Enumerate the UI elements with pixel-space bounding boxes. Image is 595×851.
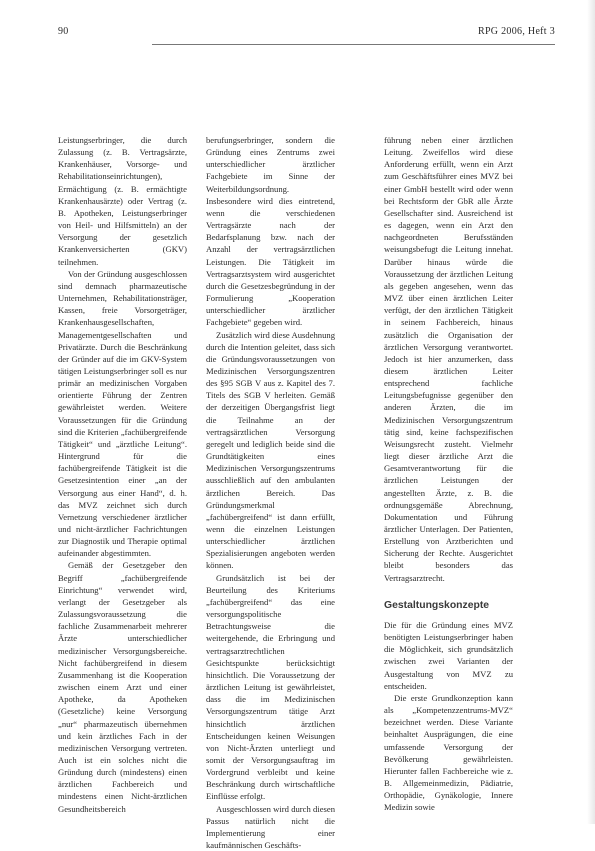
paragraph: Grundsätzlich ist bei der Beurteilung des Kriteriums „fachübergreifend“ das eine versorgungspolitische Betrachtungsweise die weitergehende, die Erbringung und vertragsarztrechtlichen Gesichtspunkte berücksichtigt hinsichtlich. Die Voraussetzung der ärztlichen Leitung ist gewährleistet, dass die im Medizinischen Versorgungszentrum tätige Arzt hinsichtlich ärztlichen Entscheidungen keinen Weisungen von Nicht-Ärzten unterliegt und somit der Versorgungsauftrag im Vordergrund verbleibt und keine Beschränkung durch wirtschaftliche Einflüsse erfolgt. xyxy=(206,572,335,802)
section-heading: Gestaltungskonzepte xyxy=(384,599,490,611)
paragraph: Die für die Gründung eines MVZ benötigten Leistungserbringer haben die Möglichkeit, sich grundsätzlich zwischen zwei Varianten der Ausgestaltung von MVZ zu entscheiden. xyxy=(384,619,513,691)
paragraph: Ausgeschlossen wird durch diesen Passus natürlich nicht die Implementierung einer kaufmännischen Geschäfts- xyxy=(206,803,335,851)
paragraph: Zusätzlich wird diese Ausdehnung durch die Intention geleitet, dass sich die Gründungsvoraussetzungen von Medizinischen Versorgungszentren des §95 SGB V aus z. Kapitel des 7. Titels des SGB V herleiten. Gemäß der derzeitigen Übergangsfrist liegt die Teilnahme an der vertragsärztlichen Versorgung geregelt und lediglich beide sind die Grundtätigkeiten eines Medizinischen Versorgungszentrums ausschließlich auf den ambulanten ärztlichen Bereich. Das Gründungsmerkmal „fachübergreifend“ ist dann erfüllt, wenn die einzelnen Leistungen unterschiedlicher ärztlichen Spezialisierungen angeboten werden können. xyxy=(206,329,335,571)
page-number: 90 xyxy=(58,26,69,37)
paragraph: berufungserbringer, sondern die Gründung eines Zentrums zwei unterschiedlicher ärztlicher Fachgebiete im Sinne der Weiterbildungsordnung. Insbesondere wird dies eintretend, wenn die verschiedenen Vertragsärzte nach der Bedarfsplanung bzw. nach der Anzahl der vertragsärztlichen Leistungen. Die Tätigkeit im Vertragsarztsystem wird ausgerichtet durch die Gesetzesbegründung in der Formulierung „Kooperation unterschiedlicher ärztlicher Fachgebiete“ gegeben wird. xyxy=(206,135,335,328)
paragraph: Von der Gründung ausgeschlossen sind demnach pharmazeutische Unternehmen, Rehabilitationsträger, Kassen, freie Vorsorgeträger, Krankenhausgesellschaften, Managementgesellschaften und Privatärzte. Durch die Beschränkung der Gründer auf die im GKV-System tätigen Leistungserbringer soll es nur primär an medizinischen Vorgaben orientierte Führung der Zentren gewährleistet werden. Weitere Voraussetzungen für die Gründung sind die Kriterien „fachübergreifende Tätigkeit“ und „ärztliche Leitung“. Hintergrund für die fachübergreifende Tätigkeit ist die Gesetzesintention einer „an der Versorgung aus einer Hand“, d. h. das MVZ zeichnet sich durch Vernetzung verschiedener ärztlicher und nicht-ärztlicher Fachrichtungen zur Diagnostik und Therapie optimal aufeinander abgestimmten. xyxy=(58,268,187,559)
journal-header: RPG 2006, Heft 3 xyxy=(477,26,555,37)
paragraph: Gemäß der Gesetzgeber den Begriff „fachübergreifende Einrichtung“ verwendet wird, verlangt der Gesetzgeber als Zulassungsvoraussetzung die fachliche Zusammenarbeit mehrerer Ärzte unterschiedlicher medizinischer Versorgungsbereiche. Nicht fachübergreifend in diesem Zusammenhang ist die Kooperation zwischen einem Arzt und einer Apotheke, da Apotheken (Gesetzliche) keine Versorgung „nur“ pharmazeutisch übernehmen und kein ärztliches Fach in der medizinischen Versorgung vertreten. Auch ist ein solches nicht die Gründung durch (mindestens) einen ärztlichen Fachbereich und mindestens einen Nicht-ärztlichen Gesundheitsbereich xyxy=(58,560,187,814)
paragraph: Die erste Grundkonzeption kann als „Kompetenzzentrums-MVZ“ bezeichnet werden. Diese Variante beinhaltet Ausprägungen, die eine umfassende Versorgung der Bevölkerung gewährleisten. Hierunter fallen Fachbereiche wie z. B. Allgemeinmedizin, Pädiatrie, Orthopädie, Gynäkologie, Innere Medizin sowie xyxy=(384,692,513,813)
text-column-1 xyxy=(58,134,187,815)
paragraph: Leistungserbringer, die durch Zulassung (z. B. Vertragsärzte, Krankenhäuser, Vorsorge- und Rehabilitationseinrichtungen), Ermächtigung (z. B. ermächtigte Krankenhausärzte) oder Vertrag (z. B. Apotheken, Leistungserbringer von Heil- und Hilfsmitteln) an der Versorgung der gesetzlich Krankenversicherten (GKV) teilnehmen. xyxy=(58,135,187,267)
text-column-3 xyxy=(384,134,513,813)
text-column-2 xyxy=(206,134,335,851)
paragraph: führung neben einer ärztlichen Leitung. Zweifellos wird diese Anforderung erfüllt, wenn ein Arzt zum Geschäftsführer eines MVZ bei einer GmbH bestellt wird oder wenn bei Rechtsform der GbR alle Ärzte Gesellschafter sind. Ausreichend ist es dagegen, wenn ein Arzt den nachgeordneten Berufsständen weisungsbefugt die Leitung innehat. Darüber hinaus würde die Voraussetzung der ärztlichen Leitung als gegeben angesehen, wenn das MVZ über einen ärztlichen Leiter verfügt, der den ärztlichen Tätigkeit in seinem Fachbereich, hinaus zusätzlich die Organisation der ärztlichen Versorgung verantwortet. Jedoch ist hier anzumerken, dass diesem ärztlichen Leiter entsprechend fachliche Leitungsbefugnisse gegenüber den anderen Ärzten, die im Medizinischen Versorgungszentrum tätig sind, keine fachspezifischen Weisungsrecht zusteht. Vielmehr liegt dieser ärztliche Arzt die Gesamtverantwortung für die ärztlichen Leistungen der angestellten Ärzte, z. B. die ordnungsgemäße Abrechnung, Dokumentation und Führung ärztlicher Unterlagen. Der Patienten, Erstellung von Arztberichten und Sicherung der Rechte. Ausgerichtet bleibt besonders das Vertragsarztrecht. xyxy=(384,135,513,583)
page-edge-shadow xyxy=(587,0,595,824)
header-rule xyxy=(152,44,555,45)
